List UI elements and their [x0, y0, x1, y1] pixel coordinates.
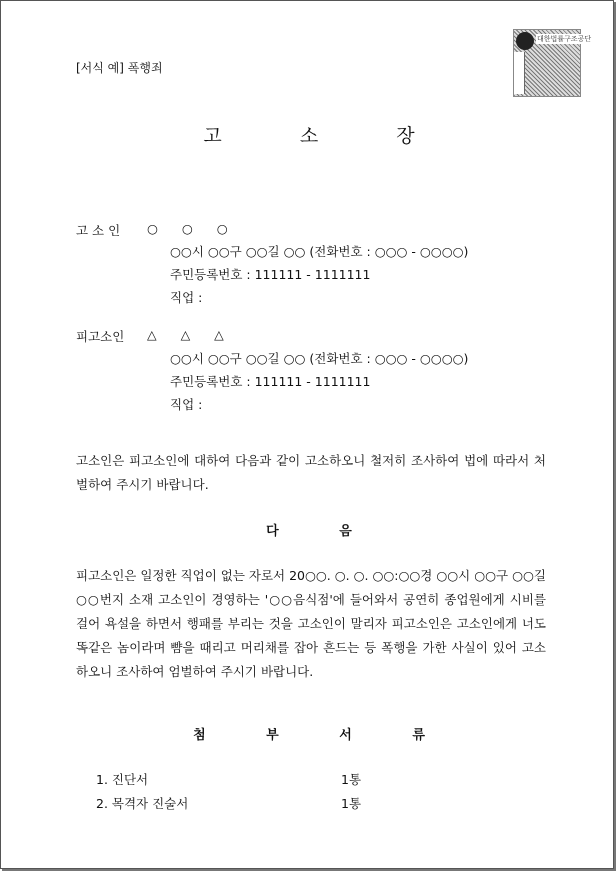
- intro-paragraph: 고소인은 피고소인에 대하여 다음과 같이 고소하오니 철저히 조사하여 법에 따라서 처벌하여 주시기 바랍니다.: [76, 453, 546, 492]
- complainant-label: 고 소 인: [76, 223, 121, 238]
- complainant-job: 직업 :: [170, 290, 203, 305]
- klac-logo: [513, 29, 592, 97]
- attachment-item-count: 1통: [341, 796, 362, 811]
- attachment-item-name: 2. 목격자 진술서: [96, 796, 189, 811]
- complainant-name: ○ ○ ○: [147, 221, 238, 236]
- body-paragraph: 피고소인은 일정한 직업이 없는 자로서 20○○. ○. ○. ○○:○○경 ○○시 ○○구 ○○길 ○○번지 소재 고소인이 경영하는 '○○음식점'에 들어와서 공연히 종업원에게 시비를 걸어 욕설을 하면서 행패를 부리는 것을 고소인이 말리자 피고소인은 고소인에게 너도 똑같은 놈이라며 뺨을 때리고 머리채를 잡아 흔드는 등 폭행을 가한 사실이 있어 고소하오니 조사하여 엄벌하여 주시기 바랍니다.: [76, 568, 546, 679]
- logo-org-name: 대한법률구조공단: [537, 35, 592, 43]
- logo-side-strip: [514, 52, 525, 94]
- attachments-heading: 첨 부 서 류: [193, 728, 453, 743]
- logo-mark-icon: [516, 32, 534, 50]
- defendant-address: ○○시 ○○구 ○○길 ○○ (전화번호 : ○○○ - ○○○○): [170, 351, 469, 366]
- complainant-address: ○○시 ○○구 ○○길 ○○ (전화번호 : ○○○ - ○○○○): [170, 244, 469, 259]
- defendant-rrn: 주민등록번호 : 111111 - 1111111: [170, 374, 371, 389]
- next-heading: 다 음: [266, 524, 380, 539]
- attachment-item-count: 1통: [341, 772, 362, 787]
- complainant-rrn: 주민등록번호 : 111111 - 1111111: [170, 267, 371, 282]
- form-type-label: [서식 예] 폭행죄: [76, 61, 163, 75]
- defendant-label: 피고소인: [76, 329, 125, 344]
- defendant-job: 직업 :: [170, 397, 203, 412]
- defendant-name: △ △ △: [147, 327, 234, 342]
- page-title: 고 소 장: [203, 125, 451, 147]
- attachment-item-name: 1. 진단서: [96, 772, 149, 787]
